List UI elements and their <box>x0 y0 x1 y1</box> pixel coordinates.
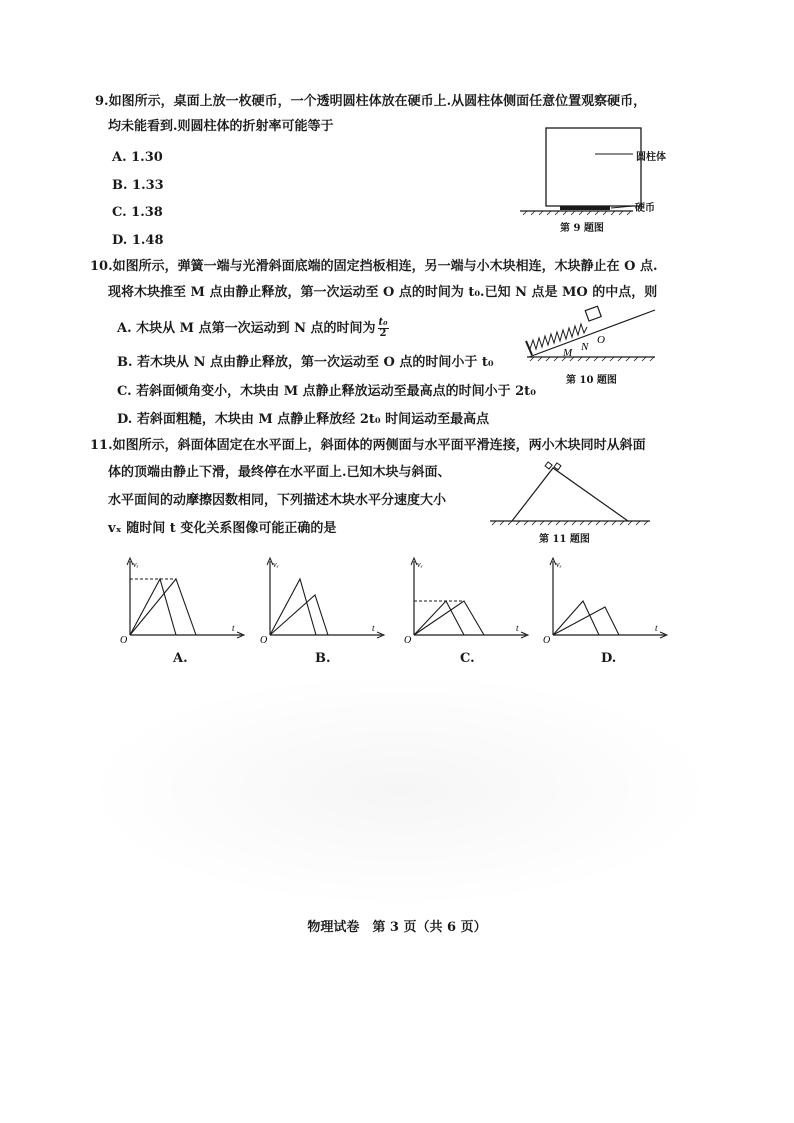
graph-b <box>260 555 390 645</box>
graph-c-option[interactable]: C. <box>460 651 475 666</box>
q9-option-a[interactable]: A. 1.30 <box>112 150 163 165</box>
q10-option-a-fraction <box>378 318 389 339</box>
graph-c <box>404 555 534 645</box>
spring-shape <box>530 324 587 349</box>
q10-number: 10. <box>90 259 113 274</box>
q10-option-c[interactable]: C. 若斜面倾角变小，木块由 M 点静止释放运动至最高点的时间小于 2t₀ <box>117 384 536 399</box>
q9-stem-line2: 均未能看到.则圆柱体的折射率可能等于 <box>108 119 334 134</box>
q11-number: 11. <box>90 438 113 453</box>
graph-a-origin: O <box>120 635 128 646</box>
graph-b-option[interactable]: B. <box>315 651 331 666</box>
wood-block <box>585 306 601 321</box>
label-o: O <box>597 334 605 346</box>
graph-a-x-label: t <box>232 623 235 633</box>
graph-b-origin: O <box>260 635 268 646</box>
q10-option-a[interactable] <box>117 318 389 339</box>
graph-a-option[interactable]: A. <box>173 651 188 666</box>
graph-d <box>543 555 673 645</box>
graph-b-x-label: t <box>372 623 375 633</box>
q11-stem-line1 <box>90 437 646 455</box>
q11-figure <box>480 462 660 532</box>
graph-d-curve-2 <box>553 607 619 635</box>
q9-option-d[interactable]: D. 1.48 <box>112 233 164 248</box>
label-coin: 硬币 <box>635 203 655 214</box>
graph-c-y-label: vₓ <box>417 560 423 569</box>
label-n: N <box>581 341 589 353</box>
graph-a <box>120 555 250 645</box>
q11-stem-line3: 水平面间的动摩擦因数相同，下列描述木块水平分速度大小 <box>108 493 447 508</box>
q10-option-b[interactable]: B. 若木块从 N 点由静止释放，第一次运动至 O 点的时间小于 t₀ <box>117 355 494 370</box>
q10-option-d[interactable]: D. 若斜面粗糙，木块由 M 点静止释放经 2t₀ 时间运动至最高点 <box>117 412 490 427</box>
q10-stem-line1 <box>90 258 658 276</box>
q10-stem-text1: 如图所示，弹簧一端与光滑斜面底端的固定挡板相连，另一端与小木块相连，木块静止在 O 点. <box>112 259 658 274</box>
q9-option-b[interactable]: B. 1.33 <box>112 178 164 193</box>
scan-shading <box>80 670 720 910</box>
wedge-outline <box>512 468 628 521</box>
ground-hatch <box>530 357 654 361</box>
q10-caption: 第 10 题图 <box>566 375 617 386</box>
q9-option-c[interactable]: C. 1.38 <box>112 205 163 220</box>
q10-figure <box>515 305 665 370</box>
q9-stem-line1 <box>95 93 646 111</box>
cylinder-shape <box>546 128 641 206</box>
q10-option-a-text: A. 木块从 M 点第一次运动到 N 点的时间为 <box>117 321 376 336</box>
q9-stem-text1: 如图所示，桌面上放一枚硬币，一个透明圆柱体放在硬币上.从圆柱体侧面任意位置观察硬币， <box>108 94 647 109</box>
graph-b-curve-1 <box>270 579 316 635</box>
graph-a-y-label: vₓ <box>133 560 139 569</box>
graph-d-origin: O <box>543 635 551 646</box>
q9-figure <box>515 126 675 231</box>
graph-b-curve-2 <box>270 595 328 635</box>
label-cylinder: 圆柱体 <box>636 152 666 163</box>
coin-shape <box>560 206 610 210</box>
page-footer: 物理试卷 第 3 页（共 6 页） <box>307 920 487 935</box>
q11-stem-line2: 体的顶端由静止下滑，最终停在水平面上.已知木块与斜面、 <box>108 465 451 480</box>
graph-d-y-label: vₓ <box>556 560 562 569</box>
table-hatch <box>523 211 631 215</box>
q11-stem-text1: 如图所示，斜面体固定在水平面上，斜面体的两侧面与水平面平滑连接，两小木块同时从斜面 <box>112 438 646 453</box>
fraction-denominator: 2 <box>379 328 387 339</box>
graph-d-x-label: t <box>655 623 658 633</box>
q9-number: 9. <box>95 94 109 109</box>
graph-d-curve-1 <box>553 601 599 635</box>
graph-c-x-label: t <box>516 623 519 633</box>
q11-stem-line4: vₓ 随时间 t 变化关系图像可能正确的是 <box>108 521 337 536</box>
stopper-plate <box>526 341 532 355</box>
graph-d-option[interactable]: D. <box>601 651 617 666</box>
q11-caption: 第 11 题图 <box>539 534 590 545</box>
fraction-numerator: t₀ <box>378 317 388 328</box>
label-m: M <box>563 347 573 359</box>
graph-c-origin: O <box>404 635 412 646</box>
q9-caption: 第 9 题图 <box>560 223 604 234</box>
graph-b-y-label: vₓ <box>273 560 279 569</box>
graph-a-curve-2 <box>130 579 196 635</box>
q10-stem-line2: 现将木块推至 M 点由静止释放，第一次运动至 O 点的时间为 t₀.已知 N 点是 MO 的中点，则 <box>108 285 658 300</box>
block-left <box>545 462 552 469</box>
